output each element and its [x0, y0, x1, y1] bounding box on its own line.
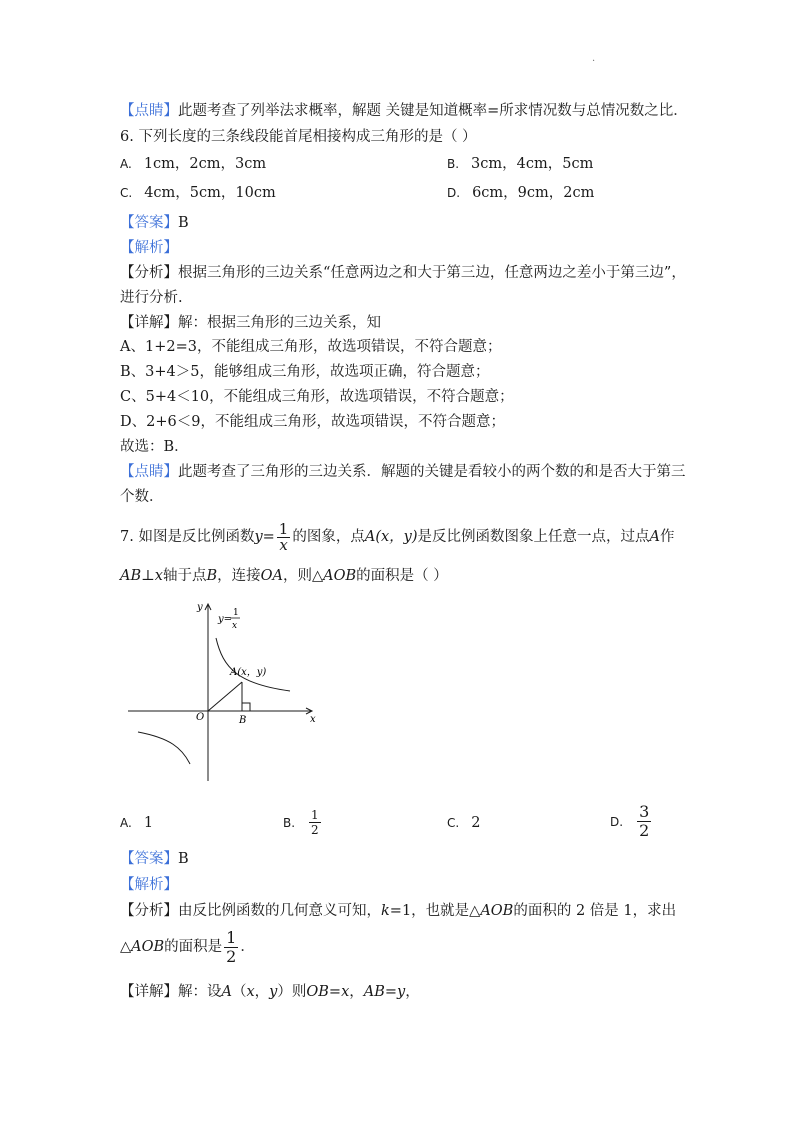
- tip-tag: 【点睛】: [120, 103, 178, 119]
- detail-tag: 【详解】: [120, 315, 178, 331]
- q7-fenxi-1: [120, 901, 676, 921]
- math-var: B: [206, 568, 218, 584]
- tip-tag: 【点睛】: [120, 464, 178, 480]
- detail-tag: 【详解】: [120, 984, 178, 1000]
- detail-text: 解：根据三角形的三边关系，知: [178, 315, 381, 331]
- option-label: D.: [610, 814, 624, 829]
- text: （: [231, 984, 247, 1000]
- q7-stem-line2: [120, 566, 448, 586]
- option-label: A.: [120, 157, 132, 171]
- fenxi-tag: 【分析】: [120, 265, 178, 281]
- math-var: AB⊥x: [120, 568, 163, 584]
- math-var: AOB: [131, 939, 165, 955]
- text: ，: [405, 984, 420, 1000]
- text: ．: [240, 939, 255, 955]
- text: =1，也就是△: [389, 903, 481, 919]
- math-var: OA: [260, 568, 283, 584]
- x-axis-label: x: [310, 714, 316, 725]
- text: △: [120, 939, 132, 955]
- math-var: AOB: [480, 903, 514, 919]
- denominator: x: [279, 535, 288, 554]
- math-var: k: [381, 903, 390, 919]
- q7-option-b: [283, 808, 323, 837]
- math-var: y=: [254, 529, 275, 545]
- option-text: 2: [471, 815, 481, 831]
- option-text: 3cm，4cm，5cm: [471, 156, 594, 172]
- q6-option-b: [447, 153, 593, 175]
- q7-option-c: [447, 812, 480, 834]
- answer-value: B: [178, 851, 189, 867]
- math-var: AOB: [323, 568, 357, 584]
- text: ，连接: [217, 568, 261, 584]
- tip-text: 此题考查了三角形的三边关系．解题的关键是看较小的两个数的和是否大于第三: [178, 464, 686, 480]
- page-dot: ·: [592, 56, 596, 67]
- option-label: C.: [447, 816, 460, 830]
- text: 7. 如图是反比例函数: [120, 529, 255, 545]
- numerator: 1: [278, 519, 289, 538]
- tip-text: 此题考查了列举法求概率，解题 关键是知道概率=所求情况数与总情况数之比．: [178, 103, 688, 119]
- fenxi-text: 根据三角形的三边关系“任意两边之和大于第三边，任意两边之差小于第三边”，: [178, 265, 686, 281]
- curve-label-den: x: [232, 621, 238, 631]
- fraction: [277, 519, 291, 554]
- math-var: A(x，y): [364, 529, 418, 545]
- fraction: [224, 929, 238, 966]
- fraction: [309, 808, 321, 837]
- denominator: 2: [311, 823, 319, 837]
- text: 是反比例函数图象上任意一点，过点: [417, 529, 650, 545]
- answer-tag: 【答案】: [120, 215, 178, 231]
- numerator: 1: [226, 927, 237, 947]
- q7-answer: [120, 849, 189, 869]
- text: ，: [254, 984, 270, 1000]
- q7-option-a: [120, 812, 153, 834]
- text: 由反比例函数的几何意义可知，: [178, 903, 381, 919]
- math-var: OB=x: [306, 984, 350, 1000]
- q6-option-c: [120, 182, 276, 204]
- q7-analysis-tag: 【解析】: [120, 877, 178, 893]
- q6-stem: 6. 下列长度的三条线段能首尾相接构成三角形的是（ ）: [120, 129, 477, 145]
- math-var: x: [246, 984, 255, 1000]
- q6-tip-1: [120, 462, 686, 482]
- q6-option-a: [120, 153, 266, 175]
- option-text: 6cm，9cm，2cm: [472, 185, 595, 201]
- denominator: 2: [226, 946, 237, 966]
- text: 的图象，点: [292, 529, 365, 545]
- option-label: B.: [447, 157, 460, 171]
- option-label: C.: [120, 186, 133, 200]
- math-var: A: [221, 984, 232, 1000]
- text: 的面积是: [164, 939, 223, 955]
- curve-label-num: 1: [233, 608, 239, 618]
- q6-step-c: C、5+4＜10，不能组成三角形，故选项错误，不符合题意；: [120, 389, 514, 405]
- q7-stem-line1: [120, 520, 674, 554]
- option-label: D.: [447, 186, 461, 200]
- q7-detail: [120, 982, 420, 1002]
- q6-detail: [120, 313, 381, 333]
- q6-step-b: B、3+4＞5，能够组成三角形，故选项正确，符合题意；: [120, 364, 490, 380]
- q7-fenxi-2: [120, 928, 255, 966]
- option-text: 1cm，2cm，3cm: [143, 156, 267, 172]
- numerator: 1: [311, 808, 319, 822]
- math-var: y: [269, 984, 278, 1000]
- option-text: 1: [143, 815, 154, 831]
- fenxi-tag: 【分析】: [120, 903, 178, 919]
- answer-value: B: [178, 215, 189, 231]
- q6-tip-2: 个数．: [120, 489, 164, 505]
- denominator: 2: [639, 821, 650, 840]
- curve-branch-left: [138, 732, 190, 764]
- function-graph: [120, 598, 330, 788]
- text: 轴于点: [162, 568, 207, 584]
- curve-label-y: y=: [218, 614, 233, 625]
- point-a-label: A(x，y): [230, 667, 267, 678]
- numerator: 3: [639, 802, 650, 821]
- text: ）则: [277, 984, 307, 1000]
- q6-fenxi-2: 进行分析.: [120, 290, 183, 306]
- text: ，: [349, 984, 364, 1000]
- q6-analysis-tag: 【解析】: [120, 240, 178, 256]
- math-var: A: [649, 529, 660, 545]
- q6-step-a: A、1+2=3，不能组成三角形，故选项错误，不符合题意；: [120, 339, 502, 355]
- q6-step-d: D、2+6＜9，不能组成三角形，故选项错误，不符合题意；: [120, 414, 505, 430]
- math-var: AB=y: [363, 984, 406, 1000]
- tip-previous: [120, 101, 688, 121]
- q6-fenxi-1: [120, 263, 686, 283]
- text: 解：设: [178, 984, 222, 1000]
- text: 的面积是（ ）: [356, 568, 448, 584]
- q6-option-d: [447, 182, 594, 204]
- answer-tag: 【答案】: [120, 851, 178, 867]
- text: ，则△: [282, 568, 324, 584]
- fraction: [637, 803, 651, 840]
- q7-option-d: [610, 803, 653, 840]
- option-text: 4cm，5cm，10cm: [144, 185, 276, 201]
- segment-oa: [208, 682, 242, 711]
- q6-answer: [120, 213, 189, 233]
- text: 的面积的 2 倍是 1，求出: [513, 903, 677, 919]
- point-b-label: B: [239, 715, 247, 726]
- right-angle-mark: [242, 703, 250, 711]
- option-label: A.: [120, 816, 132, 830]
- option-label: B.: [283, 815, 296, 830]
- text: 作: [659, 529, 675, 545]
- y-axis-label: y: [197, 602, 203, 613]
- q6-conclusion: 故选：B．: [120, 439, 189, 455]
- curve-branch-right: [216, 638, 290, 691]
- origin-label: O: [196, 712, 205, 723]
